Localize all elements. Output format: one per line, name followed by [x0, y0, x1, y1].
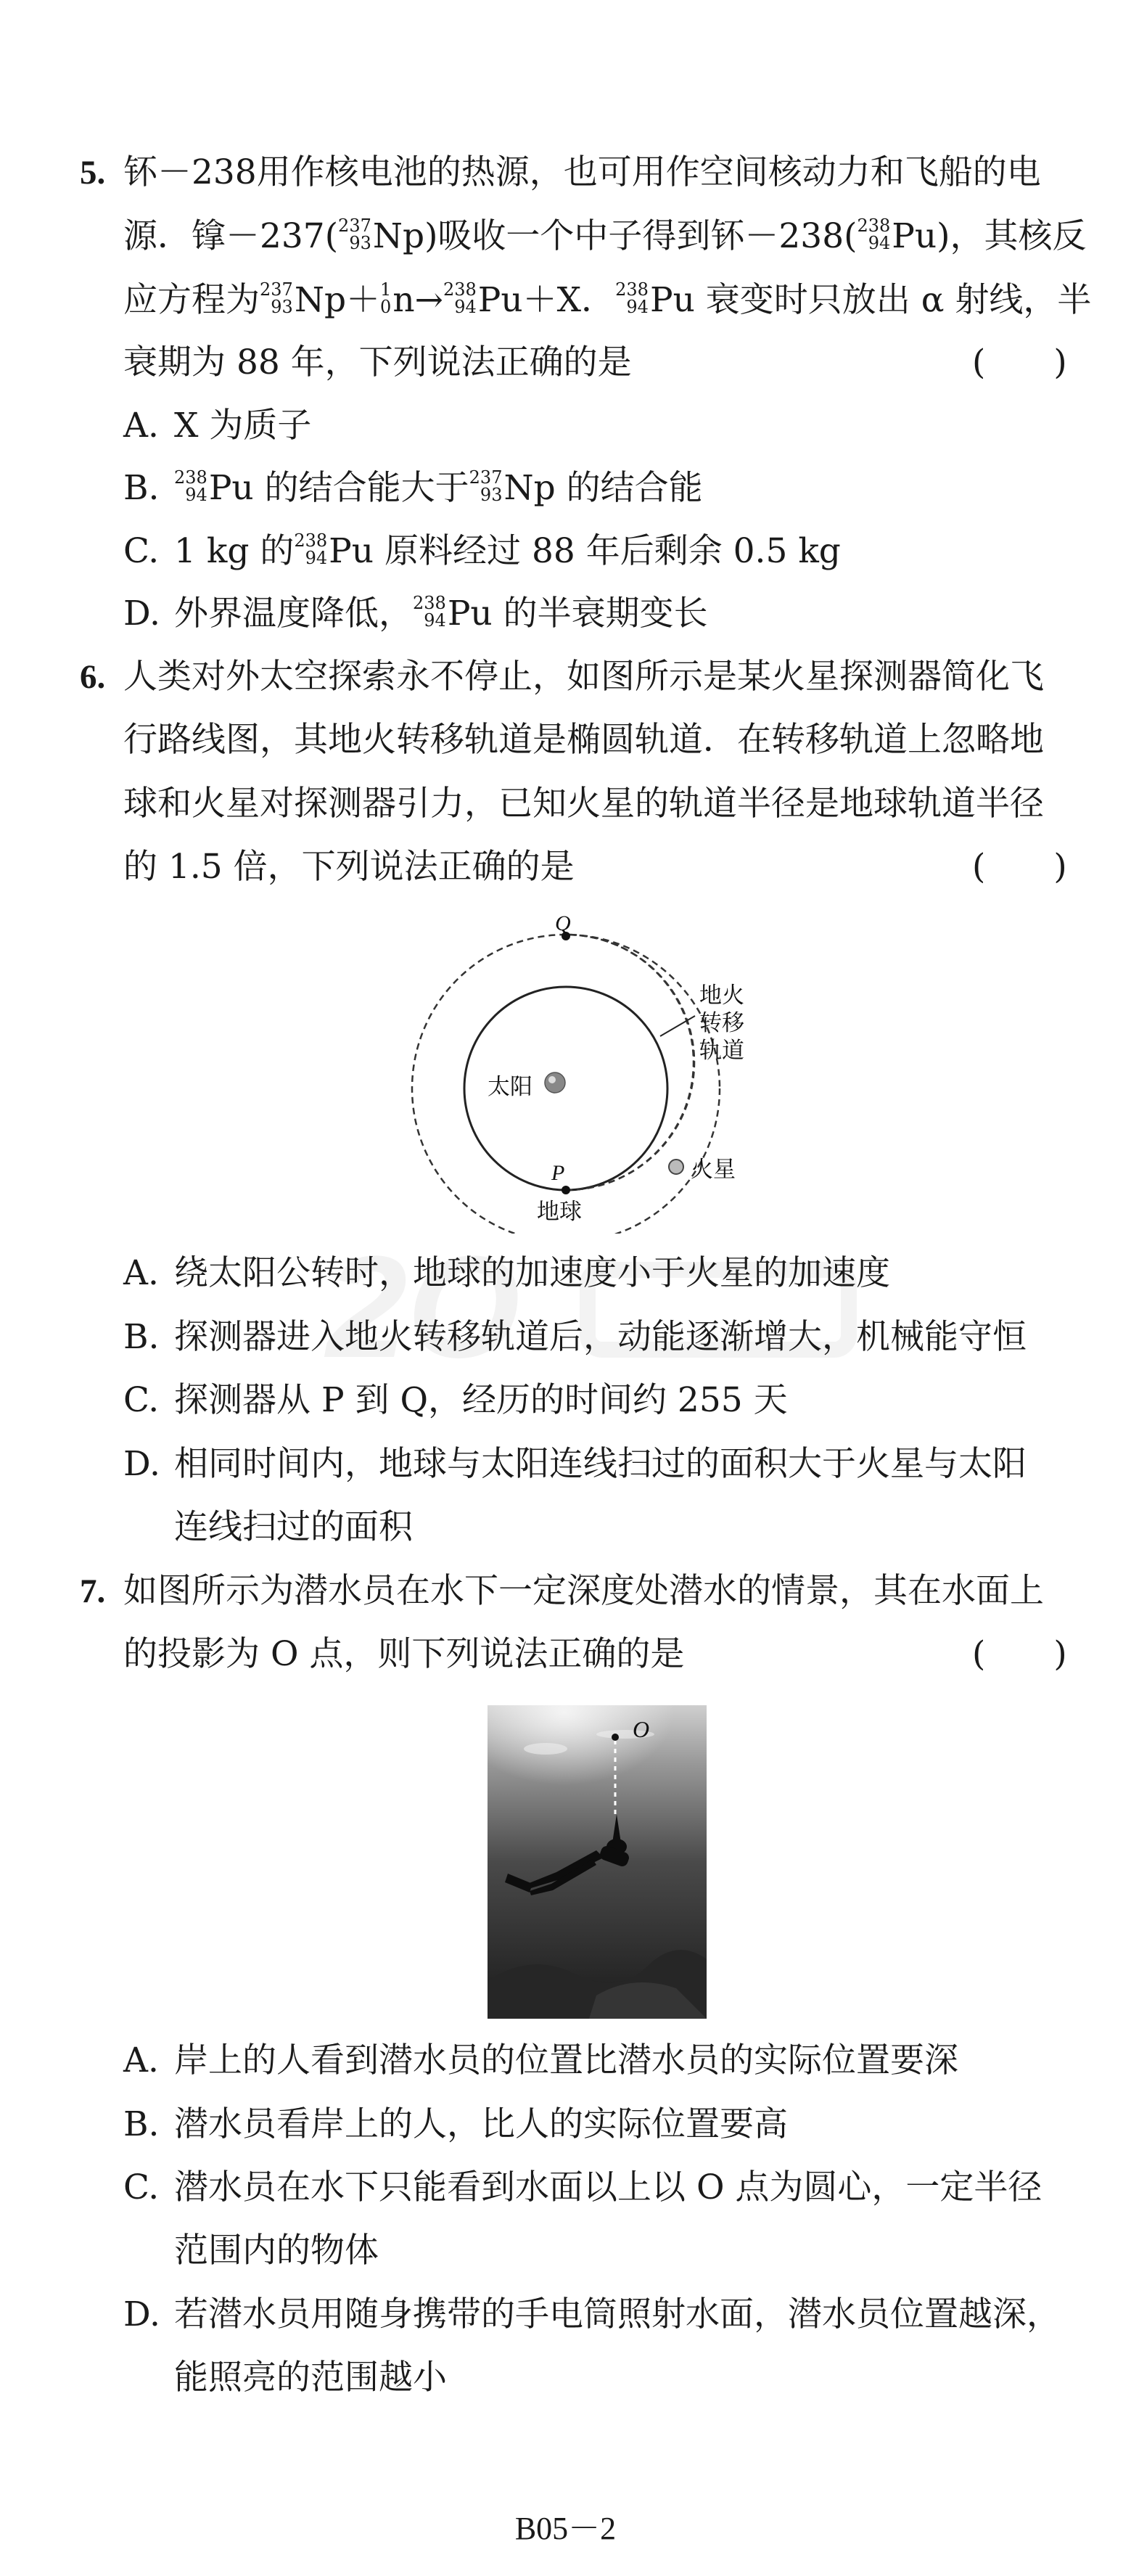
- label-orbit-1: 地火: [699, 983, 744, 1009]
- label-earth: 地球: [537, 1199, 582, 1225]
- q7-answer-paren[interactable]: ( ): [972, 1634, 1067, 1674]
- isotope-np: 237 93: [338, 216, 371, 253]
- q5-number: 5.: [80, 154, 106, 192]
- label-sun: 太阳: [488, 1074, 532, 1100]
- sun-icon: [545, 1072, 565, 1093]
- watermark-logo: [312, 1219, 892, 1393]
- label-orbit-2: 转移: [699, 1010, 744, 1036]
- svg-text:2O: 2O: [326, 1226, 520, 1388]
- label-o: O: [633, 1716, 650, 1742]
- isotope-pu: 238 94: [857, 216, 891, 253]
- transfer-orbit-right: [566, 935, 694, 1190]
- q5-answer-paren[interactable]: ( ): [972, 342, 1067, 382]
- label-p: P: [551, 1161, 565, 1185]
- transfer-orbit: [566, 935, 694, 1190]
- diver-photo: [488, 1705, 707, 2019]
- exam-page: 2O 5. 钚－238用作核电池的热源，也可用作空间核动力和飞船的电 源．镎－237( 237 93 Np)吸收一个中子得到钚－238( 238 94 Pu)，其核反 应方程为 237 93 Np＋ 1 0 n→ 238 94 Pu＋X． 238 94 Pu 衰变时只放出 α 射线，半 衰期为 88 年，下列说法正确的是 ( ) A. X 为质子 B. 238 94 Pu 的结合能大于 237 93 Np 的结合能 C. 1 kg 的 238 94 Pu 原料经过 88 年后剩余 0.5 kg D. 外界温度降低， 238 94 Pu 的半衰期变长 6. 人类对外太空探索永不停止，如图所示是某火星探测器简化飞 行路线图，其地火转移轨道是椭圆轨道．在转移轨道上忽略地 球和火星对探测器引力，已知火星的轨道半径是地球轨道半径 的 1.5 倍，下列说法正确的是 ( ) Q P 太阳 地球 火星 地火 转移 轨道 A. 绕太阳公转时，地球的加速度小于火星的加速度 B. 探测器进入地火转移轨道后，动能逐渐增大，机械能守恒 C. 探测器从 P 到 Q，经历的时间约 255 天 D. 相同时间内，地球与太阳连线扫过的面积大于火星与太阳 连线扫过的面积 7. 如图所示为潜水员在水下一定深度处潜水的情景，其在水面上 的投影为 O 点，则下列说法正确的是 ( ) O A. 岸上的人看到潜水员的位置比潜水员的实际位置要深 B. 潜水员看岸上的人，比人的实际位置要高 C. 潜水员在水下只能看到水面以上以 O 点为圆心，一定半径 范围内的物体 D. 若潜水员用随身携带的手电筒照射水面，潜水员位置越深， 能照亮的范围越小 B05－2: [0, 0, 1131, 2576]
- mars-icon: [669, 1160, 683, 1174]
- point-o: [612, 1734, 619, 1741]
- label-q: Q: [555, 914, 571, 935]
- q6-number: 6.: [80, 658, 106, 696]
- q6-answer-paren[interactable]: ( ): [972, 847, 1067, 887]
- point-p: [562, 1186, 570, 1194]
- orbit-diagram: [406, 914, 813, 1234]
- page-footer: B05－2: [514, 2511, 617, 2546]
- label-orbit-3: 轨道: [699, 1038, 744, 1064]
- label-mars: 火星: [691, 1157, 736, 1183]
- q7-number: 7.: [80, 1572, 106, 1610]
